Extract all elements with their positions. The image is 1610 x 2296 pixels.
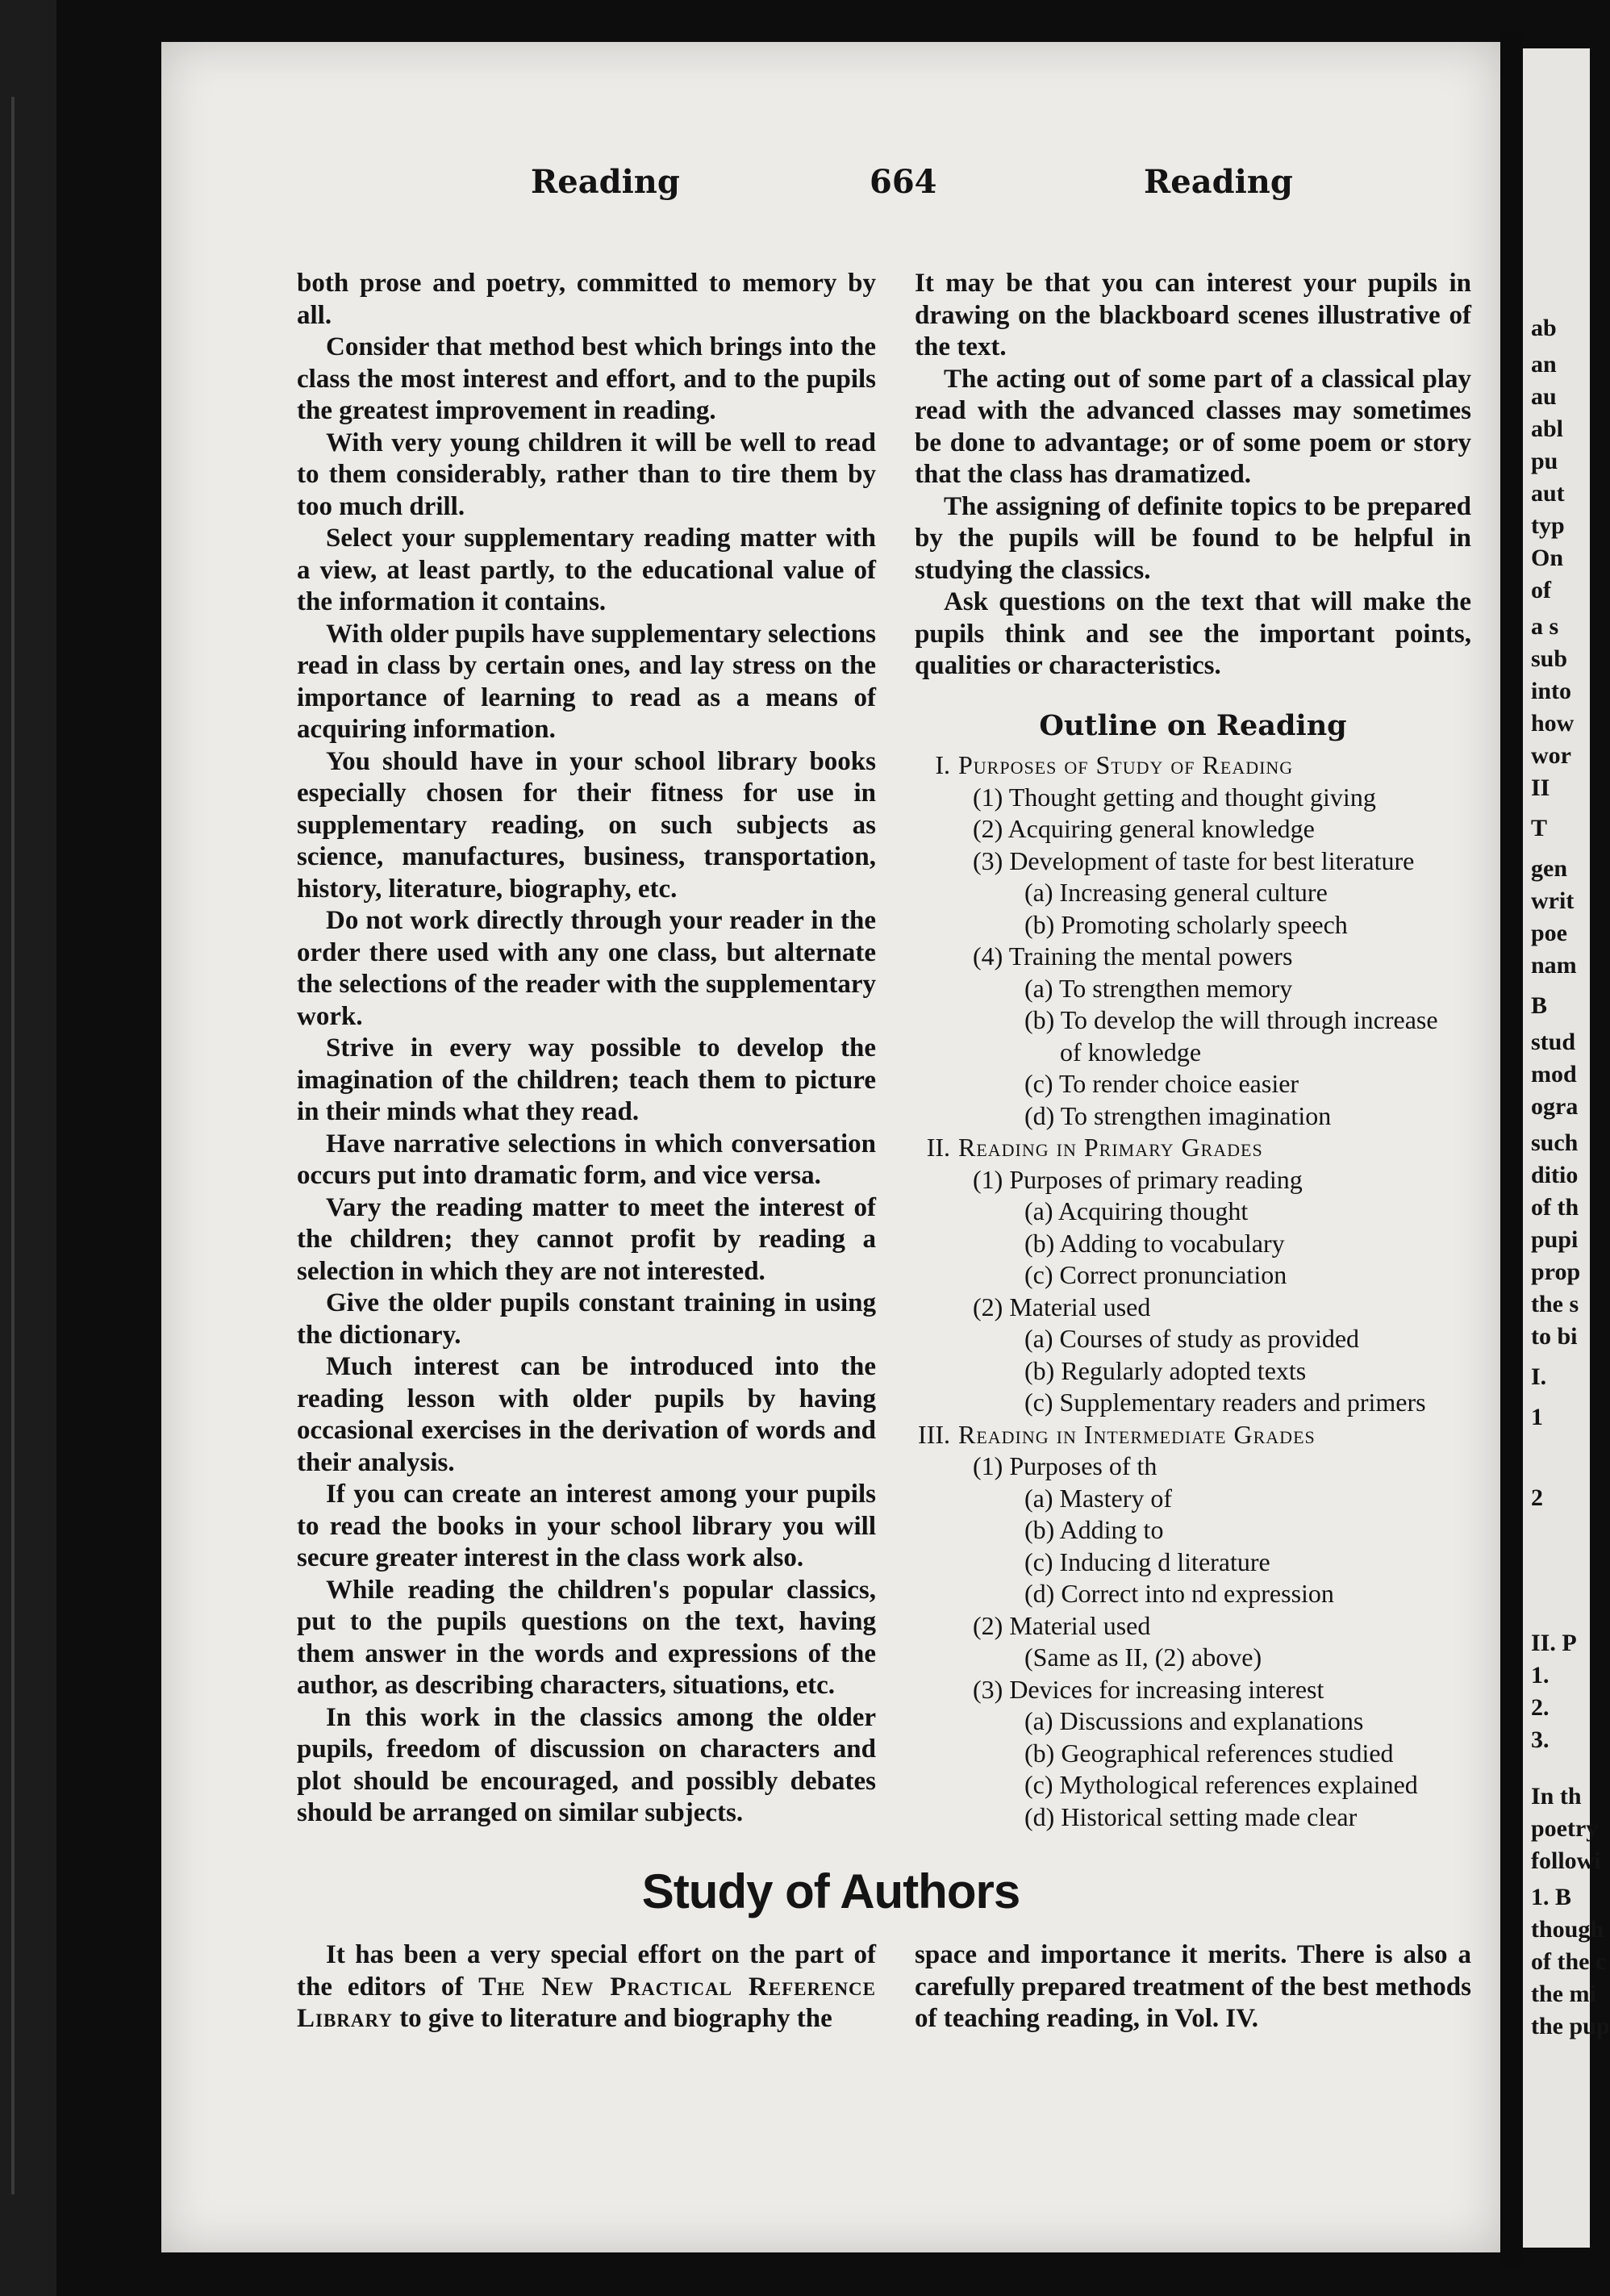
outline-item: (b) Promoting scholarly speech xyxy=(1024,909,1348,939)
right-paragraph: The assigning of definite topics to be prepared by the pupils will be found to be helpful in studying the classics. xyxy=(915,491,1471,585)
outline-heading xyxy=(915,1419,1471,1451)
outline-item: (a) Mastery of xyxy=(1024,1483,1173,1513)
outline-heading-text: Reading in Primary Grades xyxy=(958,1133,1263,1162)
book-page xyxy=(161,42,1500,2252)
outline-item: (4) Training the mental powers xyxy=(973,941,1293,971)
left-paragraph: You should have in your school library books especially chosen for their fitness for use in supplementary reading, on such subjects as science, manufactures, business, transportation, history, literature, biography, etc. xyxy=(297,746,876,904)
next-page-fragment: mod xyxy=(1531,1061,1577,1087)
outline-item: (b) Geographical references studied xyxy=(1024,1738,1394,1768)
page-gutter xyxy=(1500,32,1523,2267)
outline-heading-text: Purposes of Study of Reading xyxy=(958,750,1294,779)
next-page-fragment: ditio xyxy=(1531,1162,1579,1188)
page-number: 664 xyxy=(870,163,937,201)
left-paragraph: Do not work directly through your reader in the order there used with any one class, but alternate the selections of the reader with the supplementary work. xyxy=(297,906,876,1031)
next-page-fragment: In th xyxy=(1531,1783,1582,1810)
section-paragraph-left: It has been a very special effort on the part of the editors of The New Practical Reference Library to give to literature and biography the xyxy=(297,1940,876,2033)
left-paragraph: both prose and poetry, committed to memory by all. xyxy=(297,269,876,330)
next-page-fragment: ab xyxy=(1531,315,1557,341)
left-paragraph: In this work in the classics among the older pupils, freedom of discussion on characters and plot should be encouraged, and possibly debates should be arranged on similar subjects. xyxy=(297,1702,876,1827)
next-page-fragment: sub xyxy=(1531,645,1568,672)
next-page-fragment: 3. xyxy=(1531,1726,1550,1753)
next-page-fragment: 2 xyxy=(1531,1484,1543,1511)
outline-item: (3) Development of taste for best literature xyxy=(973,845,1415,875)
right-column xyxy=(915,268,1471,1833)
outline-item: (c) To render choice easier xyxy=(1024,1069,1299,1098)
outline-item: (d) To strengthen imagination xyxy=(1024,1100,1332,1130)
next-page-edge xyxy=(1523,48,1610,2248)
next-page-fragment: to bi xyxy=(1531,1323,1578,1350)
next-page-fragment: typ xyxy=(1531,512,1565,539)
next-page-fragment: pu xyxy=(1531,448,1558,474)
outline-item: (a) Increasing general culture xyxy=(1024,878,1328,907)
next-page-fragment: poe xyxy=(1531,920,1567,946)
outline-item: (d) Historical setting made clear xyxy=(1024,1801,1358,1831)
left-paragraph: Strive in every way possible to develop the imagination of the children; teach them to picture in their minds what they read. xyxy=(297,1033,876,1126)
section-text-right xyxy=(915,1939,1471,2035)
next-page-fragment: nam xyxy=(1531,952,1577,979)
outline-item: (c) Correct pronunciation xyxy=(1024,1260,1287,1289)
next-page-fragment: the s xyxy=(1531,1291,1579,1317)
outline-item: (b) To develop the will through increase xyxy=(1024,1005,1438,1034)
right-paragraph: It may be that you can interest your pupils in drawing on the blackboard scenes illustrative of the text. xyxy=(915,269,1471,361)
next-page-fragment: 1 xyxy=(1531,1404,1543,1430)
outline-heading-text: Reading in Intermediate Grades xyxy=(958,1419,1316,1449)
right-paragraph: Ask questions on the text that will make the pupils think and see the important points, qualities or characteristics. xyxy=(915,587,1471,680)
left-paragraph: Much interest can be introduced into the reading lesson with older pupils by having occasional exercises in the derivation of words and their analysis. xyxy=(297,1352,876,1477)
next-page-fragment: followi xyxy=(1531,1847,1601,1874)
outline-item: (c) Supplementary readers and primers xyxy=(1024,1388,1426,1417)
left-paragraph: Give the older pupils constant training in using the dictionary. xyxy=(297,1288,876,1350)
outline-item: (2) Material used xyxy=(973,1610,1151,1640)
next-page-fragment: such xyxy=(1531,1129,1579,1156)
next-page-fragment: B xyxy=(1531,992,1548,1019)
next-page-fragment: wor xyxy=(1531,742,1571,769)
running-head-left: Reading xyxy=(531,163,680,201)
next-page-fragment: 2. xyxy=(1531,1694,1550,1721)
scan-edge-line xyxy=(11,97,15,2194)
next-page-fragment: into xyxy=(1531,678,1572,704)
left-paragraph: Have narrative selections in which conversation occurs put into dramatic form, and vice versa. xyxy=(297,1129,876,1190)
outline-item: (2) Acquiring general knowledge xyxy=(973,814,1315,843)
next-page-fragment: II. P xyxy=(1531,1630,1577,1656)
outline-item: (1) Purposes of primary reading xyxy=(973,1164,1303,1194)
next-page-fragment: au xyxy=(1531,383,1557,410)
left-paragraph: Select your supplementary reading matter with a view, at least partly, to the educational value of the information it contains. xyxy=(297,524,876,616)
next-page-fragment: how xyxy=(1531,710,1575,737)
next-page-fragment: abl xyxy=(1531,415,1564,442)
scan-left-margin xyxy=(0,0,56,2296)
outline-title: Outline on Reading xyxy=(1039,708,1347,742)
outline-numeral: III. xyxy=(918,1419,950,1449)
outline-item: (c) Mythological references explained xyxy=(1024,1770,1418,1799)
next-page-fragment: poetry xyxy=(1531,1815,1599,1842)
next-page-fragment: pupi xyxy=(1531,1226,1579,1253)
left-paragraph: Consider that method best which brings into the class the most interest and effort, and to the pupils the greatest improvement in reading. xyxy=(297,332,876,425)
next-page-fragment: aut xyxy=(1531,480,1565,507)
section-text-left xyxy=(297,1939,876,2035)
next-page-fragment: II xyxy=(1531,774,1550,801)
next-page-fragment: On xyxy=(1531,545,1564,571)
next-page-fragment: a s xyxy=(1531,613,1559,640)
section-heading: Study of Authors xyxy=(641,1864,1020,1918)
next-page-fragment: ogra xyxy=(1531,1093,1579,1120)
outline-item: (b) Adding to xyxy=(1024,1515,1164,1544)
next-page-fragment: the mi xyxy=(1531,1981,1596,2007)
next-page-fragment: writ xyxy=(1531,887,1575,914)
left-paragraph: With older pupils have supplementary selections read in class by certain ones, and lay stress on the importance of learning to read as a means of acquiring information. xyxy=(297,619,876,744)
next-page-fragment: the pup xyxy=(1531,2013,1610,2039)
next-page-fragment: of th xyxy=(1531,1194,1579,1221)
next-page-fragment: gen xyxy=(1531,855,1567,882)
outline-numeral: II. xyxy=(926,1133,950,1162)
next-page-fragment: I. xyxy=(1531,1363,1547,1390)
right-paragraphs xyxy=(915,268,1471,683)
right-paragraph: The acting out of some part of a classical play read with the advanced classes may sometimes be done to advantage; or of some poem or story that the class has dramatized. xyxy=(915,364,1471,489)
left-paragraph: While reading the children's popular classics, put to the pupils questions on the text, having them answer in the words and expressions of the author, as describing characters, situations, etc. xyxy=(297,1575,876,1700)
outline-item: (1) Thought getting and thought giving xyxy=(973,782,1376,812)
outline-item: (3) Devices for increasing interest xyxy=(973,1674,1324,1704)
outline-item: (a) Discussions and explanations xyxy=(1024,1706,1364,1735)
next-page-fragment: though xyxy=(1531,1916,1604,1943)
outline-item: (a) To strengthen memory xyxy=(1024,973,1293,1003)
outline-item: (a) Acquiring thought xyxy=(1024,1196,1249,1225)
outline-list xyxy=(915,749,1471,1833)
left-paragraph: With very young children it will be well to read to them considerably, rather than to tire them by too much drill. xyxy=(297,428,876,521)
section-paragraph-right: space and importance it merits. There is also a carefully prepared treatment of the best methods of teaching reading, in Vol. IV. xyxy=(915,1940,1471,2033)
outline-heading xyxy=(915,749,1471,782)
left-column xyxy=(297,268,876,1830)
outline-numeral: I. xyxy=(935,750,950,779)
outline-item: (1) Purposes of th xyxy=(973,1451,1157,1480)
next-page-fragment: 1. B xyxy=(1531,1884,1572,1910)
next-page-fragment: an xyxy=(1531,351,1557,378)
outline-item: (a) Courses of study as provided xyxy=(1024,1324,1360,1353)
next-page-fragment: 1. xyxy=(1531,1662,1550,1689)
outline-heading xyxy=(915,1132,1471,1164)
outline-item: (c) Inducing d literature xyxy=(1024,1547,1270,1576)
running-head-right: Reading xyxy=(1144,163,1293,201)
outline-item: (d) Correct into nd expression xyxy=(1024,1579,1334,1608)
outline-item: (b) Regularly adopted texts xyxy=(1024,1355,1307,1385)
next-page-fragment: T xyxy=(1531,815,1548,841)
outline-item: of knowledge xyxy=(1060,1037,1202,1067)
next-page-fragment: stud xyxy=(1531,1029,1576,1055)
next-page-fragment: of xyxy=(1531,577,1551,603)
left-paragraph: If you can create an interest among your pupils to read the books in your school library you will secure greater interest in the class work also. xyxy=(297,1480,876,1572)
left-paragraph: Vary the reading matter to meet the interest of the children; they cannot profit by reading a selection in which they are not interested. xyxy=(297,1192,876,1286)
outline-item: (Same as II, (2) above) xyxy=(1024,1643,1262,1672)
next-page-fragment: of the c xyxy=(1531,1948,1607,1975)
outline-item: (2) Material used xyxy=(973,1292,1151,1321)
outline-item: (b) Adding to vocabulary xyxy=(1024,1228,1285,1258)
next-page-fragment: prop xyxy=(1531,1259,1581,1285)
library-title: The New Practical Reference Library xyxy=(297,1972,876,2033)
